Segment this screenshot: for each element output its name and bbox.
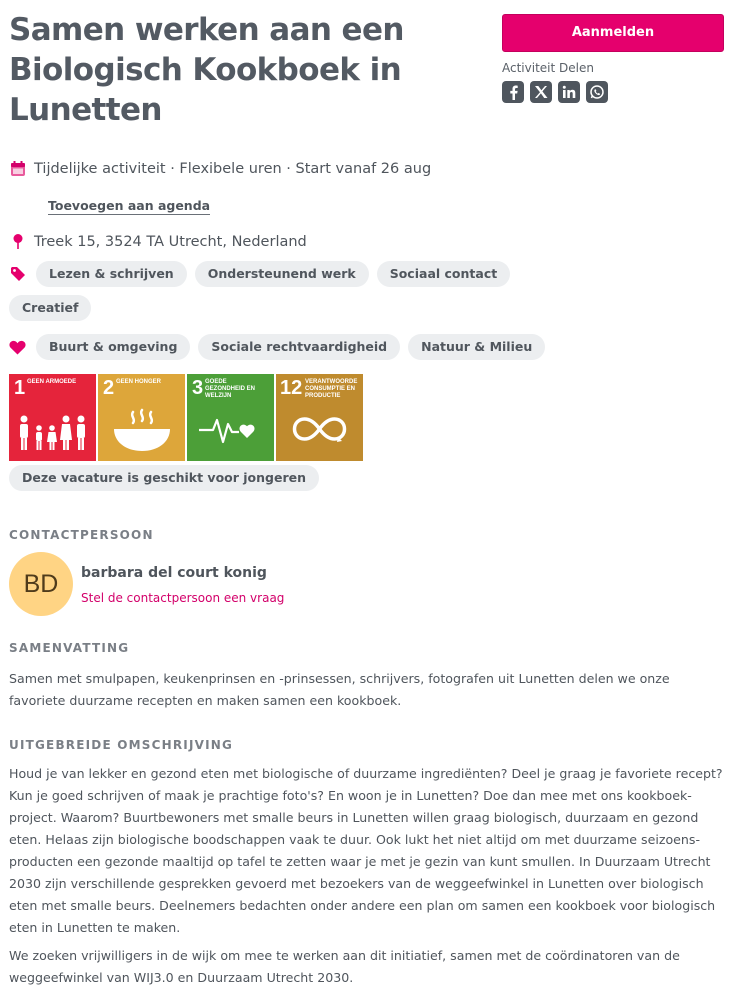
activity-tags-row1 [9,261,510,287]
heartbeat-icon [187,404,274,461]
description-paragraph-2: We zoeken vrijwilligers in de wijk om mee te werken aan dit initiatief, samen met de coördinatoren van de weggeefwinkel van WIJ3.0 en Duurzaam Utrecht 2030. [9,948,680,985]
sdg-number: 12 [280,377,303,399]
activity-tags-row2 [9,295,91,321]
sdg-tile-3 [187,374,274,461]
page-title: Samen werken aan een Biologisch Kookboek in Lunetten [9,12,404,128]
tag-chip: Sociaal contact [377,261,510,287]
summary-text: Samen met smulpapen, keukenprinsen en -prinsessen, schrijvers, fotografen uit Lunetten delen we onze favoriete duurzame recepten en maken samen een kookboek. [9,671,670,708]
tag-chip: Creatief [9,295,91,321]
sdg-tile-2 [98,374,185,461]
tag-chip: Sociale rechtvaardigheid [198,334,400,360]
interest-tags [9,334,545,360]
tag-chip: Lezen & schrijven [36,261,187,287]
sdg-label: VERANTWOORDE CONSUMPTIE EN PRODUCTIE [305,379,358,399]
youth-tag-row [9,465,319,491]
map-pin-icon [9,233,26,250]
location-text: Treek 15, 3524 TA Utrecht, Nederland [34,233,307,250]
sdg-number: 3 [192,377,204,399]
summary-heading: SAMENVATTING [9,641,130,655]
bowl-icon [98,404,185,461]
share-icons [502,81,608,103]
tag-chip: Buurt & omgeving [36,334,190,360]
heart-icon [9,339,26,356]
contact-heading: CONTACTPERSOON [9,528,154,542]
sdg-number: 1 [14,377,26,399]
linkedin-icon[interactable] [558,81,580,103]
schedule-text: Tijdelijke activiteit · Flexibele uren · Start vanaf 26 aug [34,160,432,177]
sdg-label: GEEN HONGER [116,379,162,385]
ask-contact-link[interactable]: Stel de contactpersoon een vraag [81,591,285,605]
tag-chip: Natuur & Milieu [408,334,545,360]
description-paragraph-1: Houd je van lekker en gezond eten met biologische of duurzame ingrediënten? Deel je graag je favoriete recept? Kun je goed schrijven of maak je prachtige foto's? En woon je in Lunetten? Doe dan mee met ons kookboek-project. Waarom? Buurtbewoners met smalle beurs in Lunetten willen graag biologisch, duurzaam en gezond eten. Helaas zijn biologische boodschappen vaak te duur. Ook lukt het niet altijd om met duurzame seizoens-producten een gezonde maaltijd op tafel te zetten waar je met je gezin van kunt smullen. In Duurzaam Utrecht 2030 zijn verschillende gesprekken gevoerd met bezoekers van de weggeefwinkel in Lunetten over biologisch eten met smalle beurs. Deelnemers bedachten onder andere een plan om samen een kookboek voor biologisch eten in Lunetten te maken. [9,766,723,935]
tag-icon [9,266,26,283]
description-heading: UITGEBREIDE OMSCHRIJVING [9,738,234,752]
infinity-icon [276,404,363,461]
sdg-tile-12 [276,374,363,461]
calendar-icon [9,160,26,177]
avatar: BD [9,552,73,616]
x-icon[interactable] [530,81,552,103]
sdg-tile-1 [9,374,96,461]
youth-tag: Deze vacature is geschikt voor jongeren [9,465,319,491]
sdg-goals [9,374,363,461]
share-label: Activiteit Delen [502,61,594,75]
contact-name: barbara del court konig [81,565,267,581]
facebook-icon[interactable] [502,81,524,103]
tag-chip: Ondersteunend werk [195,261,369,287]
add-to-agenda-link[interactable]: Toevoegen aan agenda [48,198,211,213]
whatsapp-icon[interactable] [586,81,608,103]
schedule-row [9,160,431,177]
sdg-label: GEEN ARMOEDE [27,379,77,385]
signup-button[interactable]: Aanmelden [502,14,724,52]
sdg-label: GOEDE GEZONDHEID EN WELZIJN [205,379,256,399]
location-row [9,233,307,250]
family-icon [9,404,96,461]
sdg-number: 2 [103,377,115,399]
